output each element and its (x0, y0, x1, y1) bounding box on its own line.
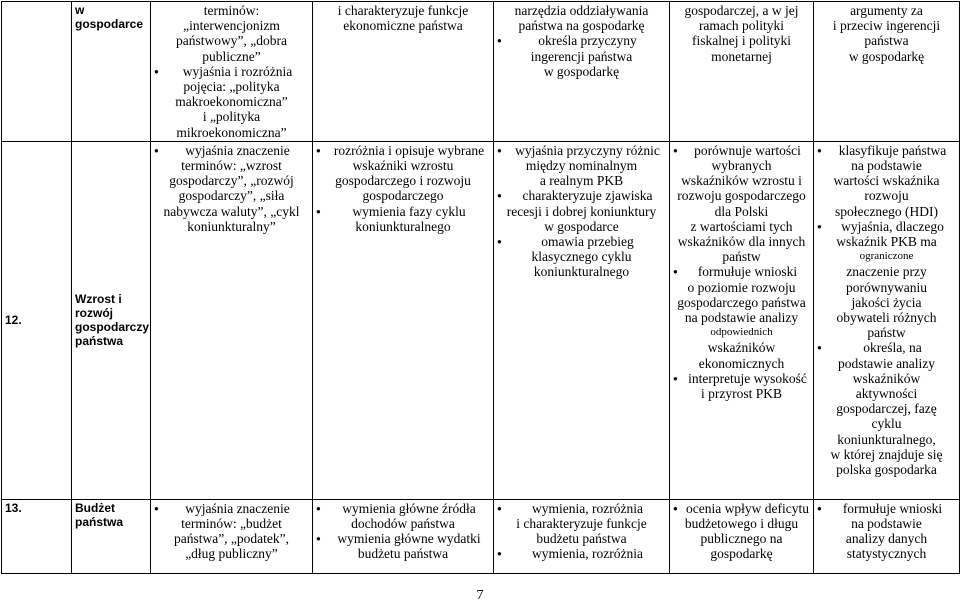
requirements-cell (814, 141, 960, 499)
text-line: podstawie analizy (837, 355, 936, 371)
text-line: i „polityka (202, 109, 261, 125)
text-line: a realnym PKB (539, 173, 624, 189)
text-line: statystycznych (846, 546, 927, 562)
requirements-cell (814, 2, 960, 142)
text-line: z wartościami tych (690, 218, 793, 234)
text-line: wskaźników dla innych (677, 234, 806, 250)
requirements-table (1, 1, 960, 574)
text-line: ekonomicznych (698, 355, 785, 371)
bullet-item: ● porównuje wartości (673, 143, 810, 158)
table-row (2, 2, 960, 142)
text-line: i przeciw ingerencji (832, 18, 941, 34)
text-line: koniunkturalnego (533, 264, 630, 280)
requirements-cell (151, 499, 313, 573)
text-line: terminów: „budżet (181, 516, 282, 532)
text-line: mikroekonomiczna” (176, 124, 287, 140)
text-line: wartości wskaźnika (833, 173, 940, 189)
text-line: terminów: „wzrost (181, 158, 282, 174)
text-line: recesji i dobrej koniunktury (506, 203, 657, 219)
text-line: polska gospodarka (836, 462, 937, 478)
bullet-item: ● omawia przebieg (497, 234, 666, 249)
lesson-topic-cell: Wzrost i rozwój gospodarczy państwa (72, 141, 151, 499)
text-line: między nominalnym (525, 158, 638, 174)
bullet-item: ● formułuje wnioski (673, 264, 810, 279)
text-line: państw (722, 249, 761, 265)
text-line: gospodarczego i rozwoju (335, 173, 471, 189)
text-line: gospodarkę (710, 546, 773, 562)
text-line: gospodarczy”, „rozwój (169, 173, 294, 189)
text-line: terminów: (203, 3, 260, 18)
text-line: w której znajduje się (830, 446, 943, 462)
bullet-item: ● rozróżnia i opisuje wybrane (316, 143, 490, 158)
text-line: odpowiednich (710, 326, 773, 339)
text-line: dochodów państwa (351, 516, 455, 532)
lesson-number-cell (2, 2, 72, 142)
text-line: aktywności (855, 386, 918, 402)
text-line: społecznego (HDI) (834, 203, 939, 219)
text-line: państwa”, „podatek”, (173, 531, 290, 547)
text-line: o poziomie rozwoju (687, 279, 796, 295)
text-line: porównywaniu (846, 279, 927, 295)
text-line: cyklu (871, 416, 902, 432)
text-line: argumenty za (850, 3, 923, 18)
bullet-item: ● klasyfikuje państwa (817, 143, 956, 158)
text-line: ramach polityki (698, 18, 785, 34)
text-line: budżetu państwa (357, 546, 449, 562)
bullet-item: ● formułuje wnioski (817, 501, 956, 516)
text-line: gospodarczej, fazę (836, 401, 937, 417)
text-line: wskaźników wzrostu i (681, 173, 802, 189)
text-line: dla Polski (714, 203, 769, 219)
text-line: na podstawie (851, 158, 922, 174)
text-line: w gospodarce (544, 218, 619, 234)
bullet-item: ● wyjaśnia i rozróżnia (154, 64, 309, 79)
lesson-topic-cell: Budżet państwa (72, 499, 151, 573)
bullet-item: ● wymienia fazy cyklu (316, 204, 490, 219)
text-line: państwowy”, „dobra (176, 33, 287, 49)
bullet-item: ● wymienia główne źródła (316, 501, 490, 516)
bullet-item: ● wymienia, rozróżnia (497, 501, 666, 516)
text-line: znaczenie przy (846, 264, 927, 280)
bullet-item: ● ocenia wpływ deficytu (673, 501, 810, 516)
text-line: w gospodarkę (543, 63, 620, 79)
lesson-topic-cell: w gospodarce (72, 2, 151, 142)
lesson-number-cell: 13. (2, 499, 72, 573)
bullet-item: ● wymienia główne wydatki (316, 531, 490, 546)
lesson-number-cell: 12. (2, 141, 72, 499)
text-line: wskaźników (852, 370, 921, 386)
text-line: klasycznego cyklu (531, 249, 632, 265)
text-line: monetarnej (711, 48, 772, 64)
requirements-cell (313, 2, 494, 142)
bullet-item: ● wyjaśnia znaczenie (154, 143, 309, 158)
text-line: i charakteryzuje funkcje (337, 3, 469, 18)
text-line: wybranych (711, 158, 772, 174)
bullet-item: ● wymienia, rozróżnia (497, 546, 666, 561)
text-line: analizy danych (845, 531, 928, 547)
text-line: jakości życia (851, 294, 922, 310)
bullet-item: ● charakteryzuje zjawiska (497, 188, 666, 203)
text-line: wskaźników (707, 340, 776, 356)
text-line: fiskalnej i polityki (692, 33, 791, 49)
text-line: publicznego na (700, 531, 783, 547)
requirements-cell (313, 499, 494, 573)
text-line: budżetowego i długu (684, 516, 799, 532)
text-line: „dług publiczny” (185, 546, 278, 562)
table-row (2, 141, 960, 499)
text-line: budżetu państwa (536, 531, 627, 547)
text-line: na podstawie analizy (684, 310, 799, 326)
text-line: koniunkturalnego, (837, 431, 936, 447)
requirements-cell (313, 141, 494, 499)
text-line: ograniczone (859, 250, 914, 263)
bullet-item: ● wyjaśnia przyczyny różnic (497, 143, 666, 158)
text-line: gospodarczy”, „siła (178, 188, 285, 204)
text-line: makroekonomiczna” (175, 94, 288, 110)
bullet-item: ● interpretuje wysokość (673, 371, 810, 386)
text-line: koniunkturalny” (187, 218, 276, 234)
text-line: w gospodarkę (848, 48, 925, 64)
text-line: obywateli różnych (836, 310, 937, 326)
text-line: koniunkturalnego (355, 218, 451, 234)
text-line: nabywcza waluty”, „cykl (163, 203, 300, 219)
text-line: gospodarczej, a w jej (684, 3, 799, 18)
text-line: wskaźnik PKB ma (836, 234, 937, 250)
bullet-item: ● określa przyczyny (497, 33, 666, 48)
text-line: pojęcia: „polityka (183, 79, 280, 95)
text-line: ingerencji państwa (530, 48, 633, 64)
text-line: narzędzia oddziaływania (514, 3, 649, 18)
text-line: na podstawie (851, 516, 922, 532)
requirements-cell (670, 499, 814, 573)
text-line: ekonomiczne państwa (343, 18, 463, 34)
text-line: „interwencjonizm (183, 18, 280, 34)
text-line: i charakteryzuje funkcje (516, 516, 647, 532)
text-line: gospodarczego (362, 188, 444, 204)
page-number: 7 (476, 588, 484, 603)
text-line: rozwoju (864, 188, 909, 204)
text-line: rozwoju gospodarczego (677, 188, 806, 204)
requirements-cell (151, 2, 313, 142)
text-line: państwa (864, 33, 909, 49)
requirements-cell (151, 141, 313, 499)
requirements-cell (494, 499, 670, 573)
text-line: gospodarczego państwa (677, 294, 806, 310)
requirements-cell (494, 141, 670, 499)
bullet-item: ● wyjaśnia znaczenie (154, 501, 309, 516)
requirements-cell (814, 499, 960, 573)
requirements-cell (494, 2, 670, 142)
bullet-item: ● określa, na (817, 340, 956, 355)
requirements-cell (670, 141, 814, 499)
table-row (2, 499, 960, 573)
text-line: państwa na gospodarkę (518, 18, 645, 34)
text-line: wskaźniki wzrostu (352, 158, 454, 174)
text-line: publiczne” (202, 48, 261, 64)
bullet-item: ● wyjaśnia, dlaczego (817, 219, 956, 234)
requirements-cell (670, 2, 814, 142)
text-line: i przyrost PKB (701, 386, 782, 402)
text-line: państw (867, 325, 906, 341)
